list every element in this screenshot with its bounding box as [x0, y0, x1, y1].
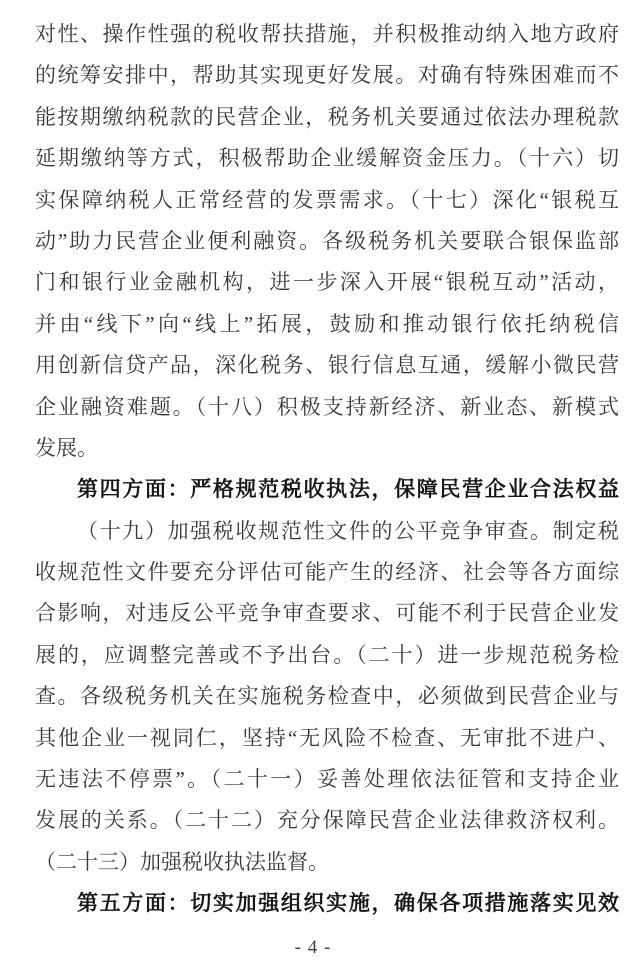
body-line: 能按期缴纳税款的民营企业，税务机关要通过依法办理税款: [35, 104, 619, 129]
body-line: 其他企业一视同仁，坚持“无风险不检查、无审批不进户、: [35, 725, 619, 750]
body-line: 动”助力民营企业便利融资。各级税务机关要联合银保监部: [35, 228, 619, 253]
body-line: 企业融资难题。（十八）积极支持新经济、新业态、新模式: [35, 394, 619, 419]
body-line: 无违法不停票”。（二十一）妥善处理依法征管和支持企业: [35, 767, 619, 792]
body-line: 延期缴纳等方式，积极帮助企业缓解资金压力。（十六）切: [35, 146, 619, 171]
body-line: （二十三）加强税收执法监督。: [35, 849, 329, 874]
body-line: 查。各级税务机关在实施税务检查中，必须做到民营企业与: [35, 684, 619, 709]
body-line: 用创新信贷产品，深化税务、银行信息互通，缓解小微民营: [35, 353, 619, 378]
body-line: 实保障纳税人正常经营的发票需求。（十七）深化“银税互: [35, 187, 619, 212]
body-line: 展的，应调整完善或不予出台。（二十）进一步规范税务检: [35, 642, 619, 667]
section-four-heading: 第四方面：严格规范税收执法，保障民营企业合法权益: [77, 478, 619, 502]
body-line: 门和银行业金融机构，进一步深入开展“银税互动”活动，: [35, 270, 619, 295]
body-line: 发展的关系。（二十二）充分保障民营企业法律救济权利。: [35, 808, 619, 833]
body-line: 对性、操作性强的税收帮扶措施，并积极推动纳入地方政府: [35, 22, 619, 46]
section-five-heading: 第五方面：切实加强组织实施，确保各项措施落实见效: [77, 892, 619, 916]
body-line: 收规范性文件要充分评估可能产生的经济、社会等各方面综: [35, 560, 619, 585]
page-number: - 4 -: [294, 937, 332, 958]
document-body: [35, 14, 619, 925]
body-line: 的统筹安排中，帮助其实现更好发展。对确有特殊困难而不: [35, 63, 619, 88]
body-line: 合影响，对违反公平竞争审查要求、可能不利于民营企业发: [35, 601, 619, 626]
body-line: 并由“线下”向“线上”拓展，鼓励和推动银行依托纳税信: [35, 311, 619, 336]
body-line: 发展。: [35, 435, 98, 460]
body-line: （十九）加强税收规范性文件的公平竞争审查。制定税: [77, 518, 619, 543]
